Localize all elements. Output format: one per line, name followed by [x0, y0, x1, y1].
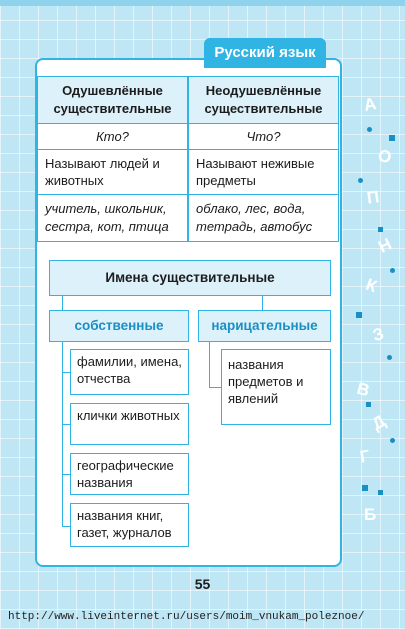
diagram-root: Имена существительные: [49, 260, 331, 296]
decor-dot: [389, 135, 395, 141]
common-item-objects: названия предметов и явлений: [221, 349, 331, 425]
decor-letter: Н: [375, 234, 395, 257]
common-nouns-box: нарицательные: [198, 310, 331, 342]
animate-question: Кто?: [38, 124, 189, 150]
page-title: Русский язык: [204, 38, 326, 68]
connector-line: [62, 424, 70, 425]
decor-letter: Д: [368, 411, 389, 434]
decor-dot: [358, 178, 363, 183]
proper-nouns-box: собственные: [49, 310, 189, 342]
table-row: [38, 195, 339, 242]
connector-line: [62, 474, 70, 475]
decor-dot: [378, 490, 383, 495]
animate-description: Называют людей и животных: [38, 150, 189, 195]
decor-letter: В: [354, 378, 372, 401]
nouns-table: [37, 76, 339, 242]
proper-item-titles: названия книг, газет, журналов: [70, 503, 189, 547]
connector-line: [62, 526, 70, 527]
decor-dot: [390, 268, 395, 273]
decor-letter: П: [365, 187, 381, 208]
connector-line: [209, 387, 221, 388]
decor-letter: К: [363, 274, 380, 297]
connector-line: [262, 296, 263, 310]
decor-dot: [356, 312, 362, 318]
inanimate-examples: облако, лес, вода, тетрадь, автобус: [188, 195, 339, 242]
animate-examples: учитель, школьник, сестра, кот, птица: [38, 195, 189, 242]
connector-line: [62, 296, 63, 310]
decor-letter: А: [362, 94, 378, 115]
footer-url[interactable]: http://www.liveinternet.ru/users/moim_vnukam_poleznoe/: [8, 611, 365, 623]
decor-dot: [390, 438, 395, 443]
connector-line: [62, 342, 63, 527]
inanimate-description: Называют неживые предметы: [188, 150, 339, 195]
decor-letter: Г: [358, 446, 372, 467]
inanimate-heading: Неодушевлённые существительные: [188, 77, 339, 124]
decor-letter: Б: [364, 505, 377, 524]
decor-dot: [366, 402, 371, 407]
proper-item-geo-names: географические названия: [70, 453, 189, 495]
decor-dot: [378, 227, 383, 232]
proper-item-names: фамилии, имена, отчества: [70, 349, 189, 395]
decor-dot: [387, 355, 392, 360]
decor-dot: [367, 127, 372, 132]
table-row: [38, 150, 339, 195]
decor-letter: З: [370, 323, 386, 346]
page-number: 55: [194, 576, 211, 592]
connector-line: [62, 372, 70, 373]
decor-letter: О: [376, 145, 394, 168]
animate-heading: Одушевлённые существительные: [38, 77, 189, 124]
connector-line: [209, 342, 210, 388]
proper-item-pet-names: клички животных: [70, 403, 189, 445]
inanimate-question: Что?: [188, 124, 339, 150]
table-header-row: [38, 77, 339, 124]
table-row: [38, 124, 339, 150]
decor-dot: [362, 485, 368, 491]
top-bar: [0, 0, 405, 6]
